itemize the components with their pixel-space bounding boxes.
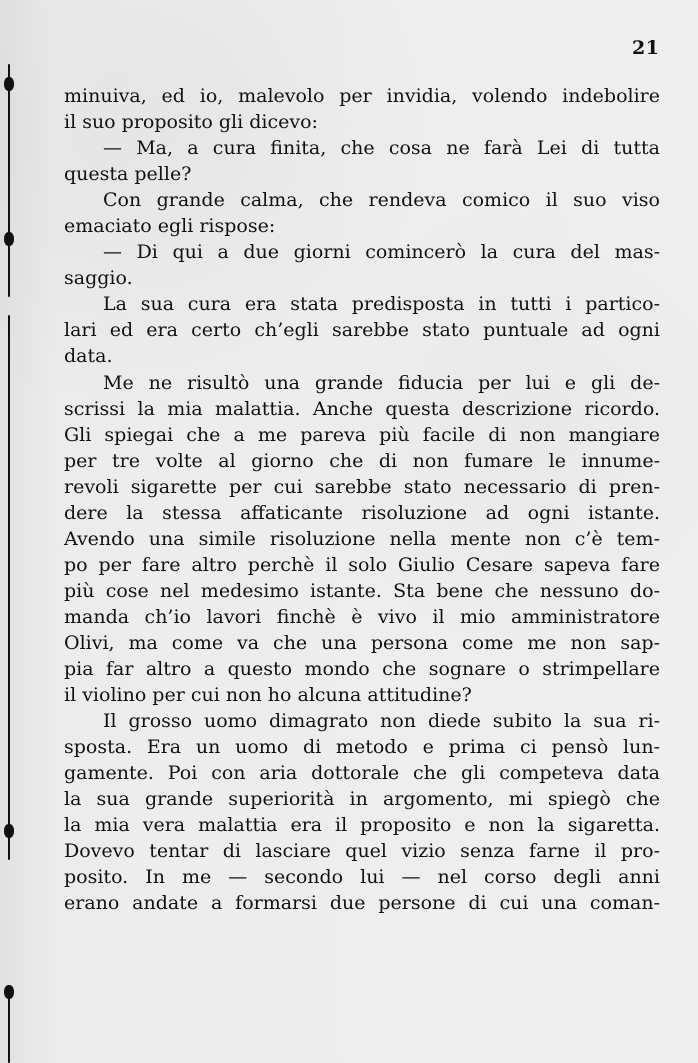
page-number: 21	[632, 37, 660, 59]
text-line: il violino per cui non ho alcuna attitudine?	[64, 684, 472, 707]
text-line: po per fare altro perchè il solo Giulio Cesare sapeva fare	[64, 553, 660, 576]
binding-mark	[4, 824, 14, 838]
text-line: — Di qui a due giorni comincerò la cura del mas-	[103, 241, 660, 264]
text-line: Me ne risultò una grande fiducia per lui e gli de-	[103, 371, 660, 394]
text-line: posito. In me — secondo lui — nel corso degli anni	[64, 866, 660, 889]
binding-line	[8, 988, 10, 1063]
binding-line	[8, 315, 10, 860]
text-line: per tre volte al giorno che di non fumare le innume-	[64, 449, 660, 472]
text-line: dere la stessa affaticante risoluzione ad ogni istante.	[64, 501, 660, 524]
text-line: Il grosso uomo dimagrato non diede subito la sua ri-	[103, 710, 660, 733]
binding-mark	[4, 77, 14, 91]
text-line: — Ma, a cura finita, che cosa ne farà Lei di tutta	[103, 137, 660, 160]
text-line: Avendo una simile risoluzione nella mente non c’è tem-	[64, 527, 660, 550]
text-line: revoli sigarette per cui sarebbe stato necessario di pren-	[64, 475, 660, 498]
text-line: sposta. Era un uomo di metodo e prima ci pensò lun-	[64, 736, 660, 759]
text-line: più cose nel medesimo istante. Sta bene che nessuno do-	[64, 579, 660, 602]
text-line: manda ch’io lavori finchè è vivo il mio amministratore	[64, 605, 660, 628]
text-line: saggio.	[64, 267, 133, 290]
text-line: gamente. Poi con aria dottorale che gli competeva data	[64, 762, 660, 785]
text-line: lari ed era certo ch’egli sarebbe stato puntuale ad ogni	[64, 319, 660, 342]
body-text	[64, 83, 660, 917]
text-line: minuiva, ed io, malevolo per invidia, volendo indebolire	[64, 85, 660, 107]
text-line: pia far altro a questo mondo che sognare o strimpellare	[64, 658, 660, 681]
text-line: Olivi, ma come va che una persona come me non sap-	[64, 631, 660, 654]
binding-mark	[4, 232, 14, 246]
page-binding-edge	[0, 0, 18, 1063]
text-line: scrissi la mia malattia. Anche questa descrizione ricordo.	[64, 397, 660, 420]
text-line: il suo proposito gli dicevo:	[64, 111, 318, 134]
text-line: emaciato egli rispose:	[64, 215, 276, 238]
text-line: la mia vera malattia era il proposito e non la sigaretta.	[64, 814, 660, 837]
text-line: erano andate a formarsi due persone di cui una coman-	[64, 892, 660, 915]
text-line: Gli spiegai che a me pareva più facile di non mangiare	[64, 423, 660, 446]
text-line: data.	[64, 345, 113, 368]
text-line: la sua grande superiorità in argomento, mi spiegò che	[64, 788, 660, 811]
text-line: Dovevo tentar di lasciare quel vizio senza farne il pro-	[64, 840, 660, 863]
binding-mark	[4, 985, 14, 999]
text-line: questa pelle?	[64, 163, 192, 186]
text-line: La sua cura era stata predisposta in tutti i partico-	[103, 293, 660, 316]
text-line: Con grande calma, che rendeva comico il suo viso	[103, 189, 660, 212]
